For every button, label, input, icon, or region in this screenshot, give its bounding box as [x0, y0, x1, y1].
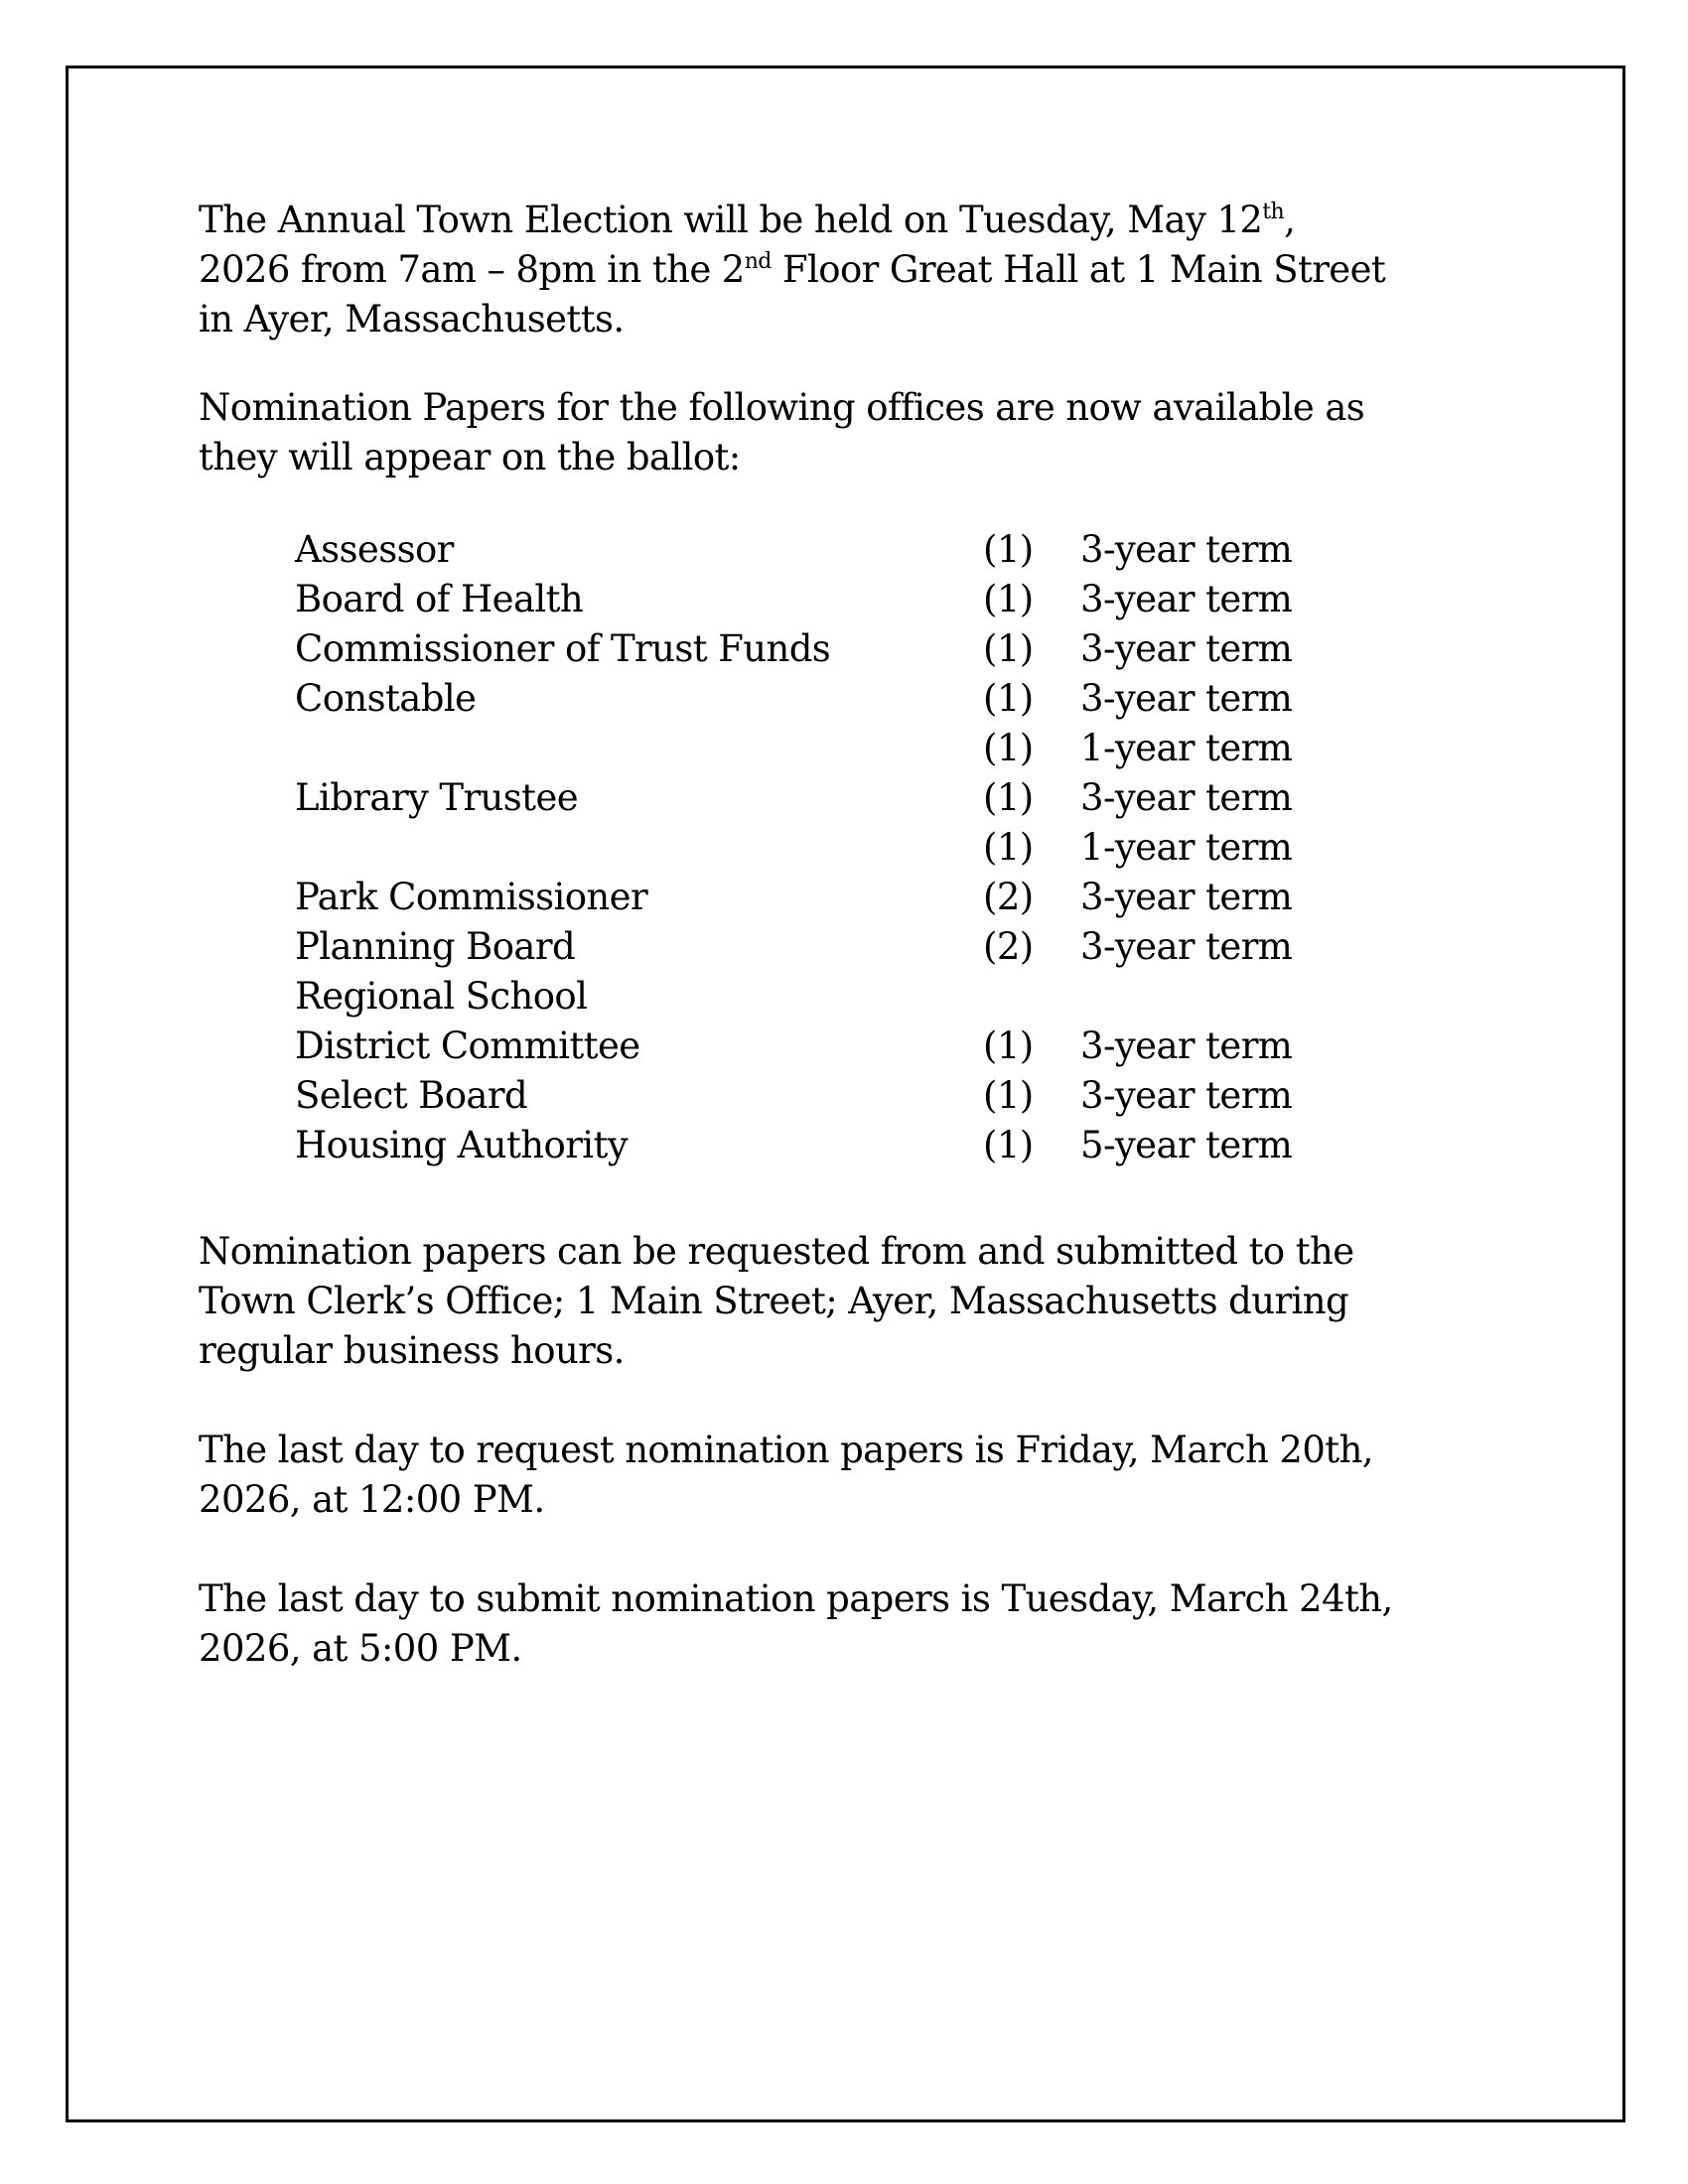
term-length: 3-year term: [1080, 578, 1293, 620]
seat-count: (1): [983, 1074, 1034, 1117]
announcement-line-2: [199, 245, 1509, 295]
seat-count: (1): [983, 627, 1034, 670]
office-row: [295, 873, 1387, 922]
ordinal-suffix: nd: [744, 249, 772, 274]
office-row: [295, 1121, 1387, 1170]
submission-info-line-1: Nomination papers can be requested from and submitted to the: [199, 1230, 1354, 1273]
office-name: Library Trustee: [295, 776, 579, 819]
nomination-intro: [199, 383, 1509, 482]
term-length: 3-year term: [1080, 925, 1293, 968]
office-row: [295, 823, 1387, 873]
office-row: [295, 575, 1387, 624]
announcement-text: The Annual Town Election will be held on Tuesday, May 12: [199, 199, 1263, 241]
offices-list: [295, 525, 1387, 1170]
announcement-line-1: [199, 196, 1509, 245]
office-row: [295, 525, 1387, 575]
office-name: Park Commissioner: [295, 876, 648, 918]
office-name: Regional School: [295, 975, 588, 1018]
office-name: Commissioner of Trust Funds: [295, 627, 831, 670]
submission-info-line-2: Town Clerk’s Office; 1 Main Street; Ayer, Massachusetts during: [199, 1280, 1349, 1322]
announcement-text: 2026 from 7am – 8pm in the 2: [199, 248, 745, 291]
announcement-line-3: in Ayer, Massachusetts.: [199, 298, 625, 341]
seat-count: (2): [983, 925, 1034, 968]
office-name: Assessor: [295, 528, 454, 571]
term-length: 3-year term: [1080, 677, 1293, 720]
nomination-intro-line-2: they will appear on the ballot:: [199, 436, 741, 478]
announcement-text: Floor Great Hall at 1 Main Street: [771, 248, 1386, 291]
office-row: [295, 624, 1387, 674]
seat-count: (1): [983, 528, 1034, 571]
office-row: [295, 773, 1387, 823]
office-name: District Committee: [295, 1024, 640, 1067]
term-length: 3-year term: [1080, 528, 1293, 571]
seat-count: (1): [983, 677, 1034, 720]
nomination-intro-line-1: Nomination Papers for the following offices are now available as: [199, 386, 1365, 429]
seat-count: (2): [983, 876, 1034, 918]
request-deadline: [199, 1426, 1509, 1525]
office-row: [295, 972, 1387, 1022]
term-length: 3-year term: [1080, 1074, 1293, 1117]
office-row: [295, 1022, 1387, 1071]
office-name: Housing Authority: [295, 1124, 629, 1166]
term-length: 3-year term: [1080, 627, 1293, 670]
office-name: Constable: [295, 677, 477, 720]
request-deadline-line-2: 2026, at 12:00 PM.: [199, 1478, 545, 1521]
office-row: [295, 922, 1387, 972]
submit-deadline-line-1: The last day to submit nomination papers is Tuesday, March 24th,: [199, 1577, 1393, 1620]
term-length: 3-year term: [1080, 1024, 1293, 1067]
ordinal-suffix: th: [1262, 200, 1285, 224]
seat-count: (1): [983, 578, 1034, 620]
submit-deadline: [199, 1574, 1509, 1674]
office-row: [295, 724, 1387, 773]
office-row: [295, 1071, 1387, 1121]
term-length: 1-year term: [1080, 727, 1293, 769]
request-deadline-line-1: The last day to request nomination papers is Friday, March 20th,: [199, 1429, 1373, 1471]
office-name: Select Board: [295, 1074, 528, 1117]
election-announcement: [199, 196, 1509, 344]
seat-count: (1): [983, 826, 1034, 869]
seat-count: (1): [983, 727, 1034, 769]
term-length: 3-year term: [1080, 876, 1293, 918]
submission-info-line-3: regular business hours.: [199, 1329, 625, 1372]
seat-count: (1): [983, 1124, 1034, 1166]
seat-count: (1): [983, 776, 1034, 819]
announcement-text: ,: [1284, 199, 1296, 241]
term-length: 5-year term: [1080, 1124, 1293, 1166]
seat-count: (1): [983, 1024, 1034, 1067]
office-name: Board of Health: [295, 578, 584, 620]
term-length: 3-year term: [1080, 776, 1293, 819]
office-row: [295, 674, 1387, 724]
term-length: 1-year term: [1080, 826, 1293, 869]
office-name: Planning Board: [295, 925, 576, 968]
submission-info: [199, 1227, 1509, 1376]
submit-deadline-line-2: 2026, at 5:00 PM.: [199, 1627, 522, 1670]
